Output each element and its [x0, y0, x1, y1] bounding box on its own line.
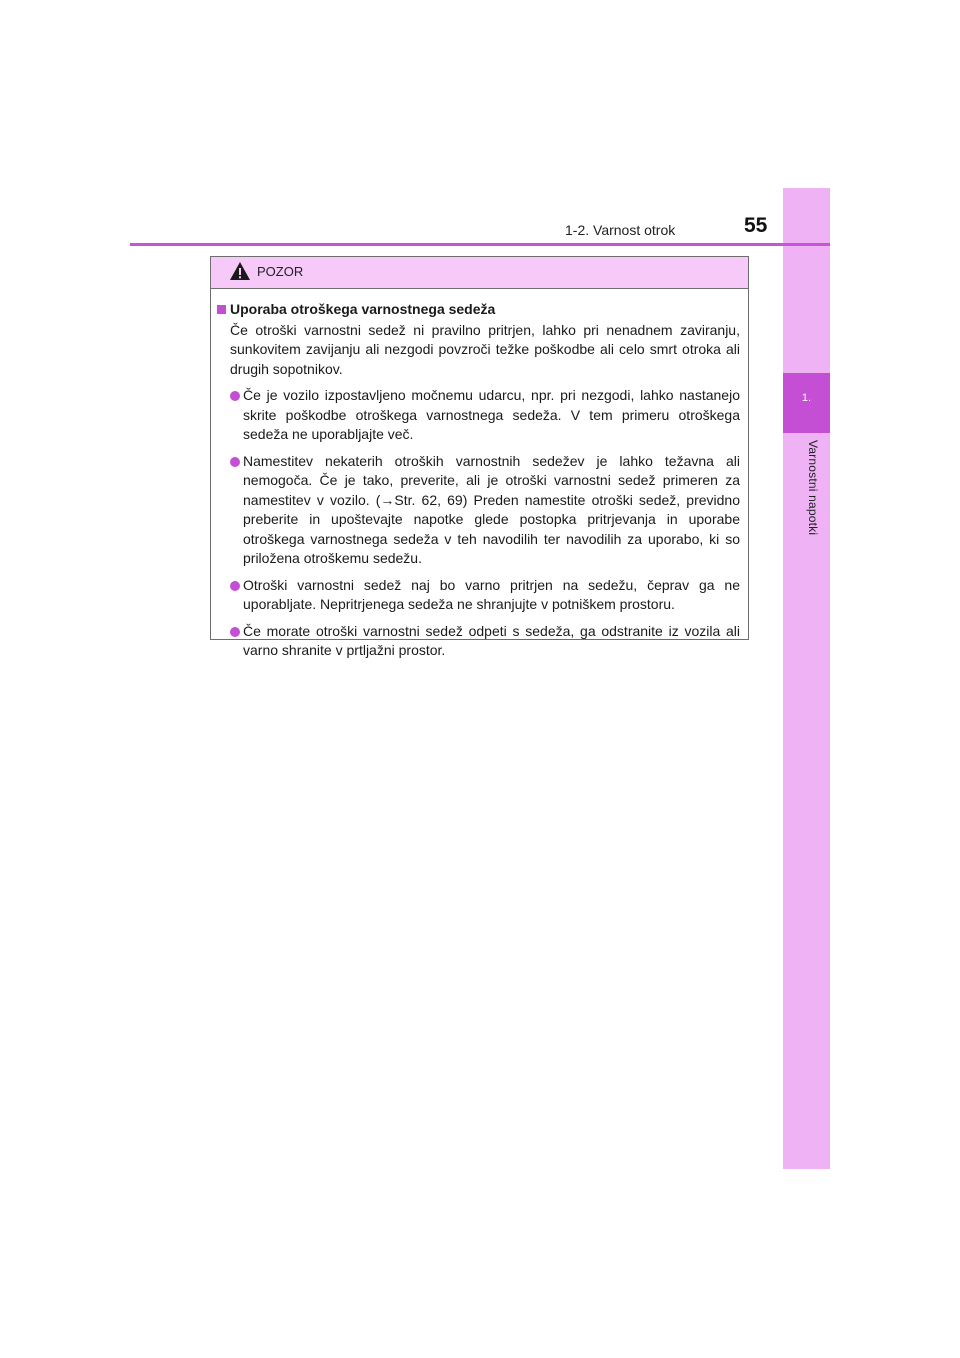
list-item: Če morate otroški varnostni sedež odpeti s sedeža, ga odstranite iz vozila ali varno shranite v prtljažni prostor. — [217, 622, 740, 661]
bullet-dot-icon — [230, 627, 240, 637]
list-item: Namestitev nekaterih otroških varnostnih sedežev je lahko težavna ali nemogoča. Če je tako, preverite, ali je otroški varnostni sedež primeren za namestitev v vozilo. (→Str. 62, 69) Preden namestite otroški sedež, previdno preberite in upoštevajte napotke glede postopka pritrjevanja in uporabe otroškega varnostnega sedeža v teh navodilih ter navodilih za uporabo, ki so priložena otroškemu sedežu. — [217, 452, 740, 569]
square-bullet-icon — [217, 305, 226, 314]
bullet-dot-icon — [230, 457, 240, 467]
list-item: Otroški varnostni sedež naj bo varno pritrjen na sedežu, čeprav ga ne uporabljate. Nepritrjenega sedeža ne shranjujte v potniškem prostoru. — [217, 576, 740, 615]
warning-intro: Če otroški varnostni sedež ni pravilno pritrjen, lahko pri nenadnem zaviranju, sunkovitem zavijanju ali nezgodi povzroči težke poškodbe ali celo smrt otroka ali drugih sopotnikov. — [230, 321, 740, 377]
bullet-dot-icon — [230, 581, 240, 591]
warning-section-title: Uporaba otroškega varnostnega sedeža — [217, 300, 740, 320]
warning-header — [211, 257, 748, 289]
warning-body — [211, 289, 748, 661]
bullet-dot-icon — [230, 391, 240, 401]
page-number: 55 — [744, 214, 768, 237]
warning-title: POZOR — [257, 264, 304, 279]
chapter-number: 1. — [801, 392, 812, 404]
chapter-title: Varnostni napotki — [806, 440, 820, 536]
warning-triangle-icon — [229, 261, 251, 281]
header-rule — [130, 243, 830, 246]
header-section-title: 1-2. Varnost otrok — [565, 222, 676, 238]
side-tab — [783, 188, 830, 1169]
warning-box — [210, 256, 749, 658]
list-item: Če je vozilo izpostavljeno močnemu udarcu, npr. pri nezgodi, lahko nastanejo skrite poškodbe otroškega varnostnega sedeža. V tem primeru otroškega sedeža ne uporabljajte več. — [217, 386, 740, 445]
